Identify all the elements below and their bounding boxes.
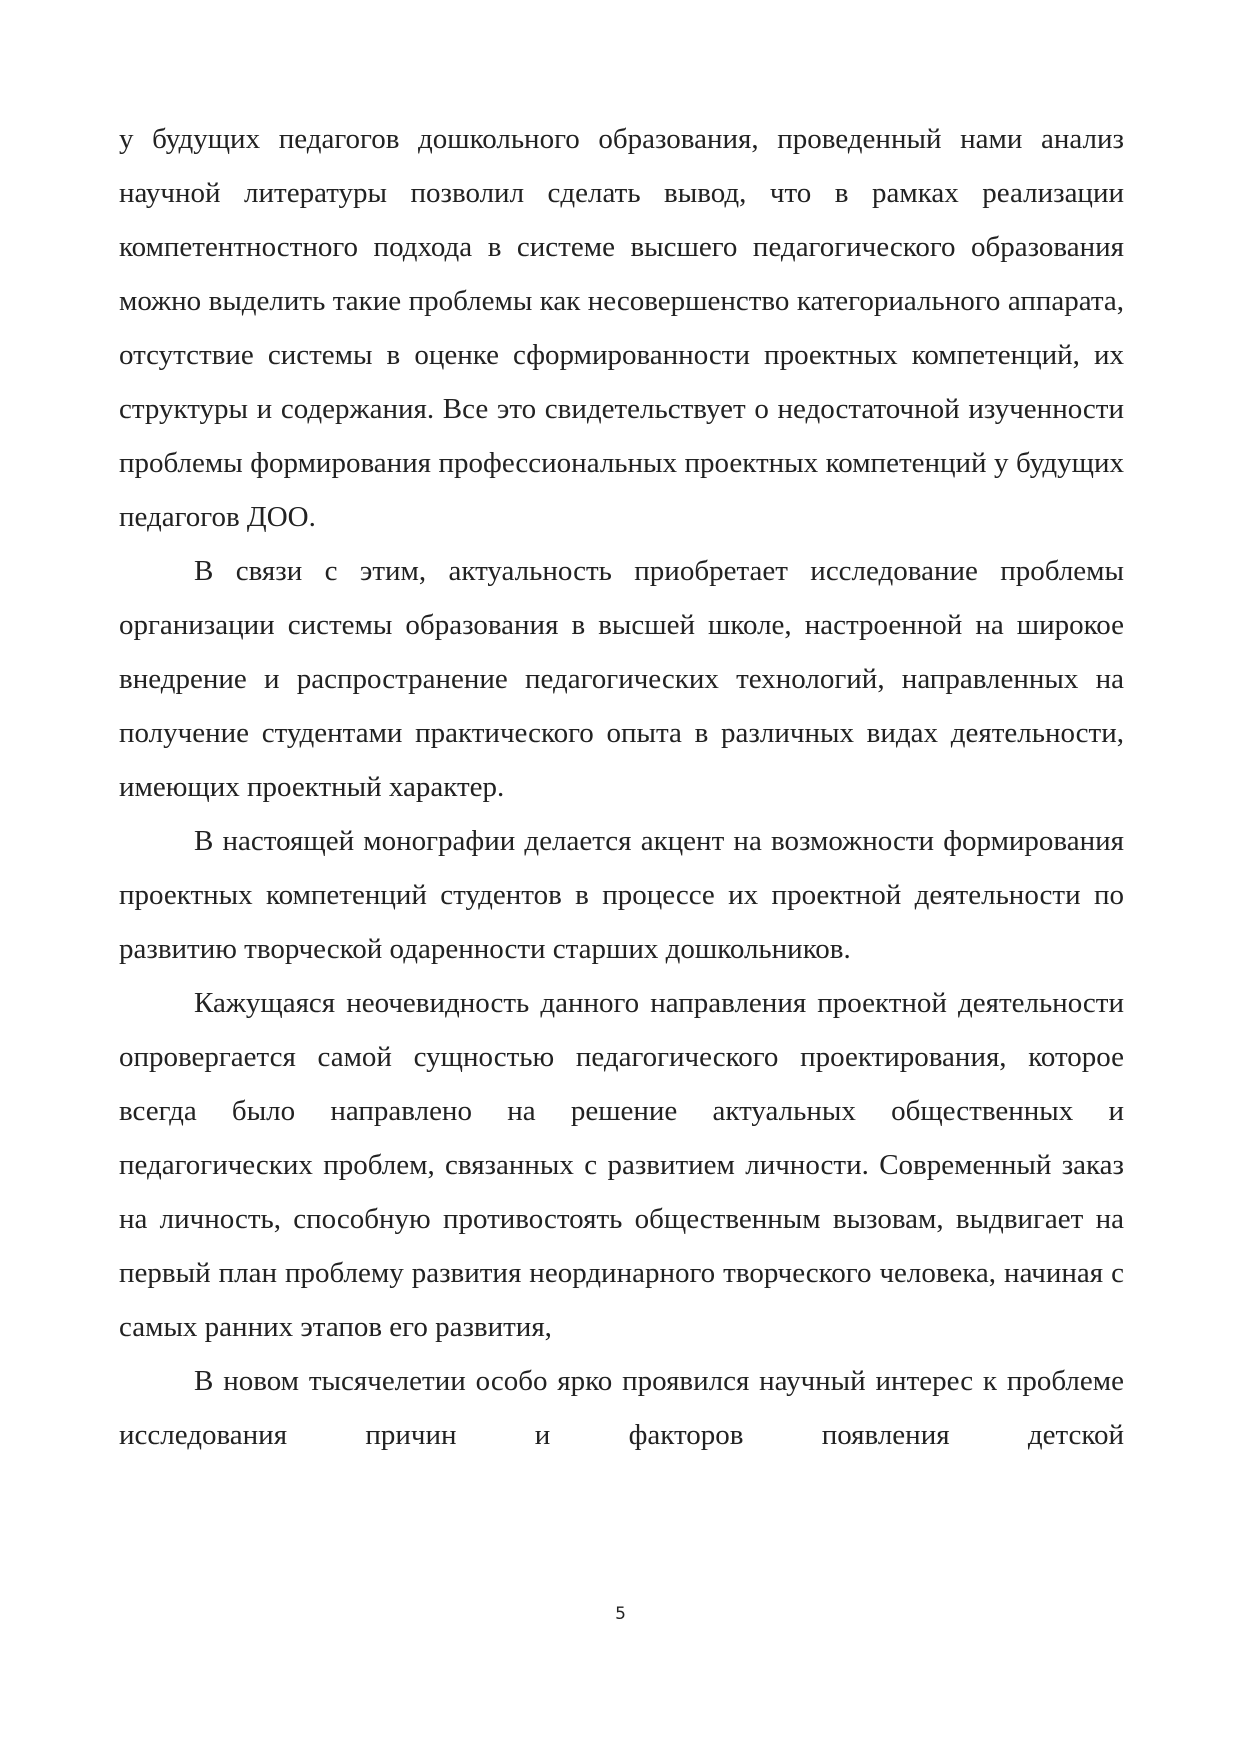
page-number: 5 — [615, 1604, 626, 1624]
text-body — [119, 112, 1124, 1462]
paragraph-3: В настоящей монографии делается акцент на возможности формирования проектных компетенций студентов в процессе их проектной деятельности по развитию творческой одаренности старших дошкольников. — [119, 825, 1124, 965]
paragraph-1: у будущих педагогов дошкольного образования, проведенный нами анализ научной литературы позволил сделать вывод, что в рамках реализации компетентностного подхода в системе высшего педагогического образования можно выделить такие проблемы как несовершенство категориального аппарата, отсутствие системы в оценке сформированности проектных компетенций, их структуры и содержания. Все это свидетельствует о недостаточной изученности проблемы формирования профессиональных проектных компетенций у будущих педагогов ДОО. — [119, 123, 1124, 533]
paragraph-4: Кажущаяся неочевидность данного направления проектной деятельности опровергается самой сущностью педагогического проектирования, которое всегда было направлено на решение актуальных общественных и педагогических проблем, связанных с развитием личности. Современный заказ на личность, способную противостоять общественным вызовам, выдвигает на первый план проблему развития неординарного творческого человека, начиная с самых ранних этапов его развития, — [119, 987, 1124, 1343]
paragraph-2: В связи с этим, актуальность приобретает исследование проблемы организации системы образования в высшей школе, настроенной на широкое внедрение и распространение педагогических технологий, направленных на получение студентами практического опыта в различных видах деятельности, имеющих проектный характер. — [119, 555, 1124, 803]
paragraph-5: В новом тысячелетии особо ярко проявился научный интерес к проблеме исследования причин и факторов появления детской — [119, 1365, 1124, 1451]
